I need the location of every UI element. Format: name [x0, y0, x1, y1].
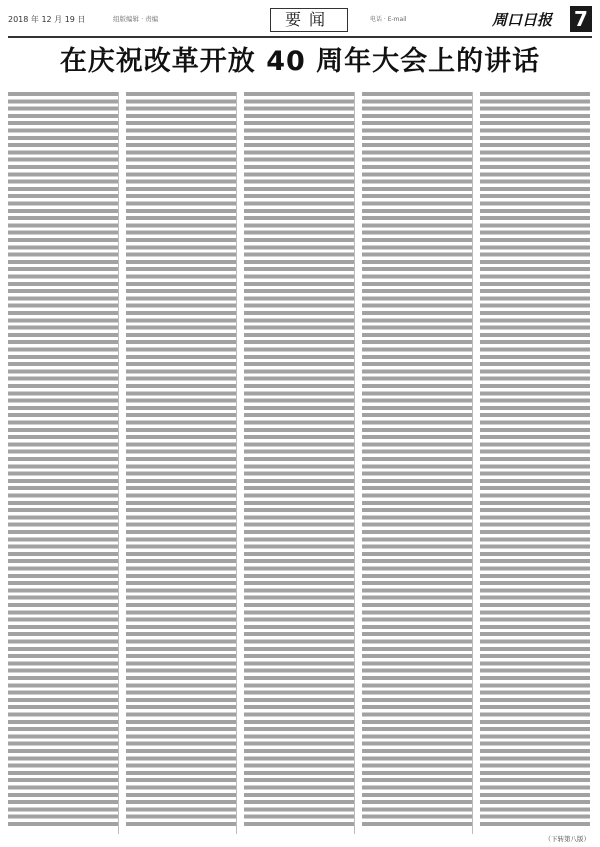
header-rule: [8, 36, 592, 38]
newspaper-logo: 周口日报: [492, 11, 553, 29]
article-body: [8, 92, 592, 834]
section-title: 要闻: [270, 8, 348, 32]
contact-info: 电话 · E-mail: [370, 16, 407, 23]
editor-credit: 组版编辑 · 责编: [113, 15, 159, 23]
page-number: 7: [570, 6, 592, 32]
issue-date: 2018 年 12 月 19 日: [8, 15, 86, 24]
continued-note: （下转第八版）: [544, 835, 590, 843]
page-header: [8, 6, 592, 36]
text-column: [362, 92, 473, 834]
article-headline: 在庆祝改革开放 40 周年大会上的讲话: [59, 46, 541, 77]
text-column: [126, 92, 237, 834]
text-column: [244, 92, 355, 834]
text-column: [480, 92, 590, 834]
text-column: [8, 92, 119, 834]
